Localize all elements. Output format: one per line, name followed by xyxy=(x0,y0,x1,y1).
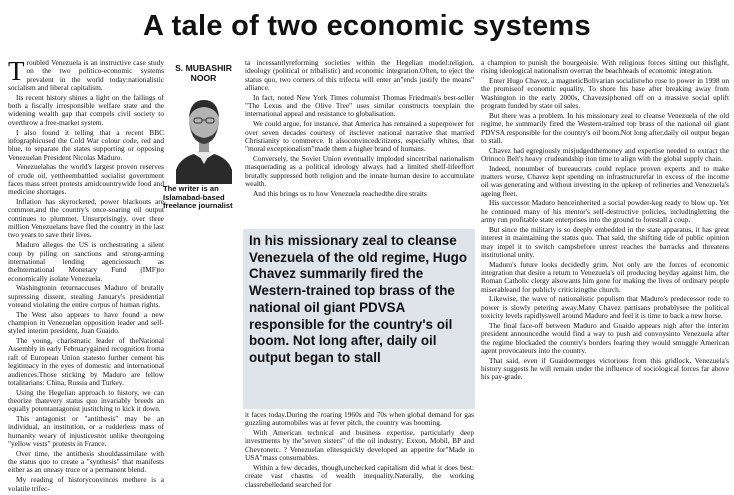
paragraph: Indeed, nonumber of bureaucrats could replace proven experts and to make matters worse, Chavez kept spending on infrastructurefar in excess of the income oil was generating and without investing in the upkeep of refineries and Venezuela's ageing fleet. xyxy=(481,163,729,198)
paragraph: Likewise, the wave of nationalistic populism that Maduro's predecessor rode to power is slowly petering away.Many Chavez partisans probablysee the political toxicity levels rapidlyswell around Maduro and feel it is time to back a new horse. xyxy=(481,294,729,321)
paragraph: With American technical and business expertise, particularly deep investments by the"seven sisters" of the oil industry; Exxon, Mobil, BP and Chevronetc. ? Venezuelan elitesquickly developed an appetite for"Made in USA"mass consumables. xyxy=(245,428,474,463)
intro-text: roubled Venezuela is an instructive case study on the two politico-economic systems prevalent in the world today:nationalistic socialism and liberal capitalism. xyxy=(8,59,164,93)
paragraph: Using the Hegelian approach to history, we can theorize thatevery status quo invariably breeds an equally potentantagonist justitching to kick it down. xyxy=(8,387,164,414)
author-name xyxy=(163,63,244,83)
paragraph: Its recent history shines a light on the failings of both a fiscally irresponsible welfare state and the widening wealth gap that compels civil society to overthrow a free-market system. xyxy=(8,92,164,127)
paragraph: Within a few decades, though,unchecked capitalism did what it does best: create vast chasms of wealth inequality.Naturally, the working classrebelledand searched for xyxy=(245,462,474,489)
paragraph: Enter Hugo Chavez, a magneticBolivarian socialistwho rose to power in 1998 on the promiseof economic equality. To shore his base after breaking away from Washington in the early 2000s, Chavezsiphoned off on a massive social uplift program funded by state oil sales. xyxy=(481,76,729,111)
paragraph: it faces today.During the roaring 1960s and 70s when global demand for gas guzzling automobiles was at fever pitch, the country was booming. xyxy=(245,411,474,428)
paragraph: a champion to punish the bourgeoisie. With religious forces sitting out thisfight, rising ideological nationalism overran the beachheads of economic integration. xyxy=(481,59,729,76)
paragraph: Maduro alleges the US is orchestrating a silent coup by piling on sanctions and strong-arming international lending agenciessuch as theInternational Monetary Fund (IMF)to economically isolate Venezuela. xyxy=(8,240,164,283)
author-portrait xyxy=(170,86,238,184)
paragraph: But since the military is so deeply embedded in the state apparatus, it has great interest in maintaining the status quo. That said, the shifting tide of public opinion may impel it to switch campsbefore unrest reaches the barracks and threatens institutional unity. xyxy=(481,224,729,259)
paragraph: The final face-off between Maduro and Guaido appears nigh after the interim president announcedhe would find a way to push aid convoysinto Venezuela after the regime blockaded the country's borders fearing they would smuggle American agent provocateurs into the country. xyxy=(481,320,729,355)
article-column-2-top xyxy=(245,59,474,227)
paragraph: But there was a problem. In his missionary zeal to cleanse Venezuela of the old regime, he summarily fired the Western-trained top brass of the national oil giant PDVSA responsible for the country's oil boom.Not long after,daily oil output began to stall. xyxy=(481,110,729,145)
paragraph: That said, even if Guaidoemerges victorious from this gridlock, Venezuela's history suggests he will remain under the influence of sociological forces far above his pay-grade. xyxy=(481,355,729,382)
article-headline: A tale of two economic systems xyxy=(143,10,591,42)
article-column-2-bottom xyxy=(245,411,474,495)
article-column-1 xyxy=(8,59,164,495)
drop-cap: T xyxy=(8,59,25,86)
paragraph: Inflation has skyrocketed, power blackouts are common,and the country's once-soaring oil output continues to plummet. Unsurprisingly, over three million Venezuelans have fled the country in the last two years to save their lives. xyxy=(8,197,164,240)
author-name-line-2: NOOR xyxy=(190,73,217,83)
paragraph: Chavez had egregiously misjudgedthemoney and expertise needed to extract the Orinoco Belt's heavy crudeandship iton time to align with the global supply chain. xyxy=(481,145,729,163)
paragraph: We could argue, for instance, that America has remained a superpower for over seven decades courtesy of itsclever national narrative that married Christianity to commerce. It alsoconvincedcitizens, especially whites, that "moral exceptionalism"made them a higher brand of humans. xyxy=(245,119,474,154)
paragraph: Venezuelahas the world's largest proven reserves of crude oil, yettheembattled socialist government faces mass street protests amidcountrywide food and medicine shortages. xyxy=(8,162,164,197)
paragraph: ta incessantlyreforming societies within the Hegelian model:religion, ideology (political or tribalistic) and economic integration.Often, to eject the status quo, two corners of this trifecta will enter an"ends justify the means" alliance. xyxy=(245,59,474,93)
paragraph: I also found it telling that a recent BBC infographicused the Cold War colour code, red and blue, to separate the states supporting or opposing Venezuelan President Nicolas Maduro. xyxy=(8,127,164,162)
article-column-3 xyxy=(481,59,729,495)
paragraph: This antagonist or "antithesis" may be an individual, an institution, or a rudderless mass of humanity weary of injusticesnot unlike theongoing "yellow vests" protests in France. xyxy=(8,414,164,449)
author-box xyxy=(163,59,244,217)
author-name-line-1: S. MUBASHIR xyxy=(175,63,232,73)
paragraph: Maduro's future looks decidedly grim. Not only are the forces of economic integration that desire a return to Venezuela's oil producing heyday against him, the Roman Catholic clergy alsowants him gone for making the lives of ordinary people miserableand for publicly criticizingthe church. xyxy=(481,259,729,294)
paragraph: In fact, noted New York Times columnist Thomas Friedman's best-seller "The Lexus and the Olive Tree" uses similar constructs toexplain the international appeal and resistance to globalisation. xyxy=(245,92,474,119)
paragraph: The West also appears to have found a new champion in Venezuelan opposition leader and self-styled interim president, Juan Guaido. xyxy=(8,309,164,336)
pull-quote: In his missionary zeal to cleanse Venezuela of the old regime, Hugo Chavez summarily fired the Western-trained top brass of the national oil giant PDVSA responsible for the country's oil boom. Not long after, daily oil output began to stall xyxy=(243,229,475,409)
paragraph: Conversely, the Soviet Union eventually imploded sincetribal nationalism masquerading as a political ideology always had a limited shelf-lifeeffort brutally suppressed both religion and the innate human desire to accumulate wealth. xyxy=(245,153,474,188)
paragraph: Washingtonin returnaccuses Maduro of brutally supressing dissent, stealing January's presidential voteand violating the entire corpus of human rights. xyxy=(8,283,164,309)
paragraph: And this brings us to how Venezuela reachedthe dire straits xyxy=(253,188,427,198)
intro-paragraph xyxy=(8,59,164,92)
paragraph: The young, charismatic leader of theNational Assembly in early Februarygained recognition froma raft of European Union statesto further cement his legitimacy in the eyes of domestic and international audiences.Those sticking by Maduro are fellow totalitarians: China, Russia and Turkey. xyxy=(8,336,164,387)
paragraph: My reading of historyconvinces methere is a volatile trifec- xyxy=(8,475,164,493)
paragraph: Over time, the antithesis shouldassimilate with the status quo to create a "synthesis" that manifests either as an uneasy truce or a permanent blend. xyxy=(8,448,164,475)
author-caption: The writer is an Islamabad-based freelance journalist xyxy=(163,184,233,211)
paragraph: His successor Maduro henceinherited a social powder-keg ready to blow up. Yet he continued many of his mentor's self-destructive policies, includingletting the army run profitable state enterprises into the ground to forestall a coup. xyxy=(481,198,729,225)
